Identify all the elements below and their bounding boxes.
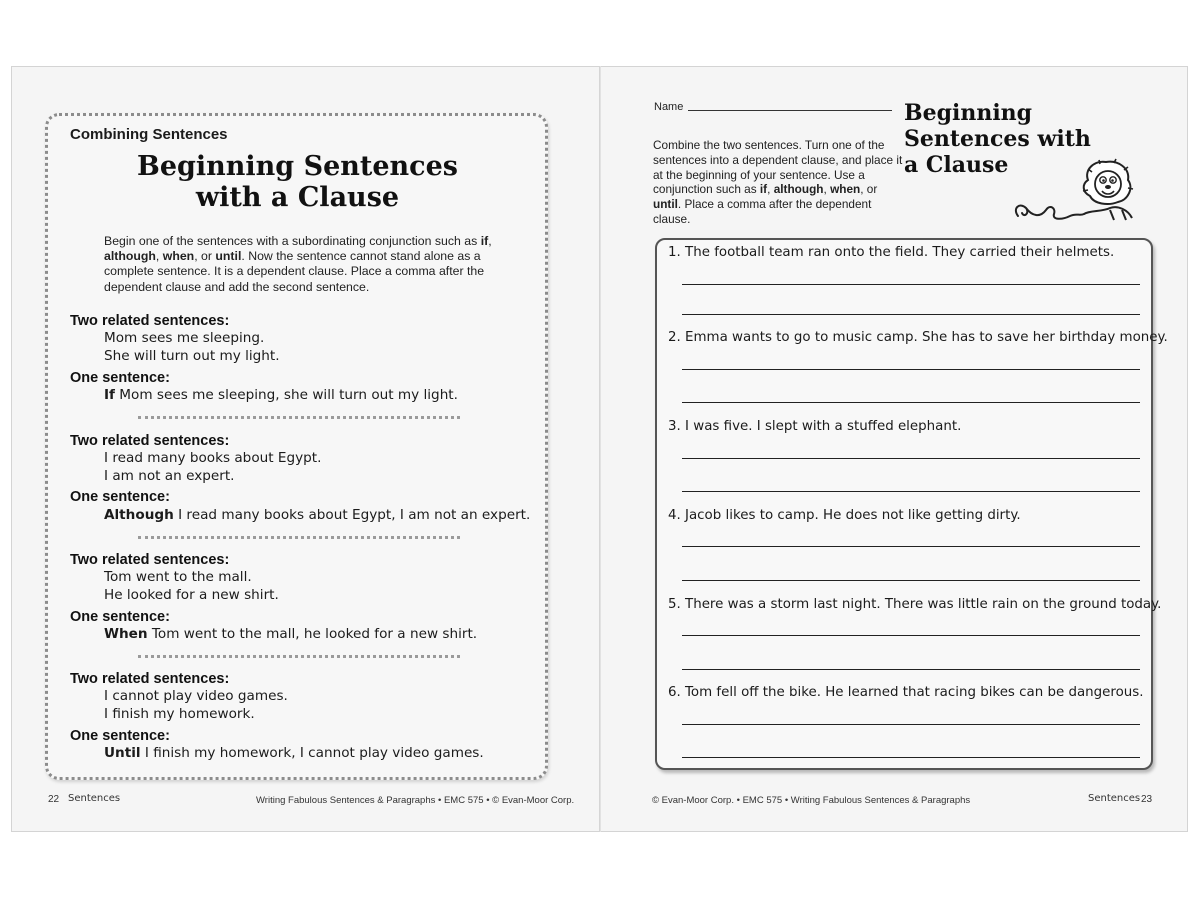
answer-line[interactable] bbox=[682, 491, 1140, 492]
answer-line[interactable] bbox=[682, 458, 1140, 459]
example-2-sentence-1: I read many books about Egypt. bbox=[104, 450, 322, 466]
example-4-combined: Until I finish my homework, I cannot play video games. bbox=[104, 745, 484, 761]
answer-line[interactable] bbox=[682, 369, 1140, 370]
example-2-combined: Although I read many books about Egypt, I am not an expert. bbox=[104, 507, 531, 523]
example-1-sentence-2: She will turn out my light. bbox=[104, 348, 280, 364]
example-2-conjunction: Although bbox=[104, 507, 174, 523]
lesson-title-line1: Beginning Sentences bbox=[137, 151, 458, 182]
example-1-combined: If Mom sees me sleeping, she will turn out my light. bbox=[104, 387, 458, 403]
book-gutter bbox=[599, 66, 601, 832]
answer-line[interactable] bbox=[682, 546, 1140, 547]
right-footer-section: Sentences bbox=[1088, 793, 1141, 804]
example-2-sentence-2: I am not an expert. bbox=[104, 468, 235, 484]
answer-line[interactable] bbox=[682, 314, 1140, 315]
example-3-two-label: Two related sentences: bbox=[70, 552, 230, 568]
name-label: Name bbox=[654, 101, 684, 113]
question-6: 6. Tom fell off the bike. He learned that racing bikes can be dangerous. bbox=[668, 685, 1144, 700]
left-footer-credit: Writing Fabulous Sentences & Paragraphs • EMC 575 • © Evan-Moor Corp. bbox=[256, 795, 575, 806]
example-4-conjunction: Until bbox=[104, 745, 141, 761]
worksheet-title-line1: Beginning bbox=[904, 100, 1033, 126]
question-4: 4. Jacob likes to camp. He does not like getting dirty. bbox=[668, 508, 1021, 523]
divider-dots bbox=[138, 655, 460, 658]
example-1-two-label: Two related sentences: bbox=[70, 313, 230, 329]
example-1-conjunction: If bbox=[104, 387, 115, 403]
answer-line[interactable] bbox=[682, 402, 1140, 403]
lesson-title-line2: with a Clause bbox=[195, 182, 400, 213]
example-3-sentence-1: Tom went to the mall. bbox=[104, 569, 252, 585]
example-2-one-label: One sentence: bbox=[70, 489, 170, 505]
question-1: 1. The football team ran onto the field. They carried their helmets. bbox=[668, 245, 1115, 260]
question-3: 3. I was five. I slept with a stuffed elephant. bbox=[668, 419, 962, 434]
example-2-two-label: Two related sentences: bbox=[70, 433, 230, 449]
example-1-one-label: One sentence: bbox=[70, 370, 170, 386]
left-footer-section: Sentences bbox=[68, 793, 121, 804]
example-4-sentence-1: I cannot play video games. bbox=[104, 688, 288, 704]
name-write-line[interactable] bbox=[688, 110, 892, 111]
example-3-one-label: One sentence: bbox=[70, 609, 170, 625]
answer-line[interactable] bbox=[682, 757, 1140, 758]
divider-dots bbox=[138, 416, 460, 419]
worksheet-instructions: Combine the two sentences. Turn one of the sentences into a dependent clause, and place it at the beginning of your sentence. Use a conjunction such as if, although, when, or until. Place a comma after the dependent clause. bbox=[653, 138, 903, 226]
example-3-combined: When Tom went to the mall, he looked for a new shirt. bbox=[104, 626, 478, 642]
worksheet-title-line3: a Clause bbox=[904, 152, 1009, 178]
question-5: 5. There was a storm last night. There was little rain on the ground today. bbox=[668, 597, 1162, 612]
example-4-two-label: Two related sentences: bbox=[70, 671, 230, 687]
answer-line[interactable] bbox=[682, 580, 1140, 581]
answer-line[interactable] bbox=[682, 724, 1140, 725]
divider-dots bbox=[138, 536, 460, 539]
answer-line[interactable] bbox=[682, 284, 1140, 285]
example-4-sentence-2: I finish my homework. bbox=[104, 706, 255, 722]
section-label: Combining Sentences bbox=[70, 126, 228, 143]
question-2: 2. Emma wants to go to music camp. She has to save her birthday money. bbox=[668, 330, 1168, 345]
lion-icon bbox=[1010, 158, 1140, 228]
left-page-number: 22 bbox=[48, 794, 60, 805]
example-3-sentence-2: He looked for a new shirt. bbox=[104, 587, 279, 603]
right-footer-credit: © Evan-Moor Corp. • EMC 575 • Writing Fabulous Sentences & Paragraphs bbox=[652, 795, 971, 806]
answer-line[interactable] bbox=[682, 635, 1140, 636]
worksheet-title-line2: Sentences with bbox=[904, 126, 1091, 152]
lesson-intro: Begin one of the sentences with a subordinating conjunction such as if, although, when, or until. Now the sentence cannot stand alone as a complete sentence. It is a dependent clause. Place a comma after the dependent clause and add the second sentence. bbox=[104, 234, 492, 294]
answer-line[interactable] bbox=[682, 669, 1140, 670]
lesson-title bbox=[50, 151, 545, 213]
right-page-number: 23 bbox=[1141, 794, 1153, 805]
example-3-conjunction: When bbox=[104, 626, 148, 642]
example-4-one-label: One sentence: bbox=[70, 728, 170, 744]
example-1-sentence-1: Mom sees me sleeping. bbox=[104, 330, 265, 346]
